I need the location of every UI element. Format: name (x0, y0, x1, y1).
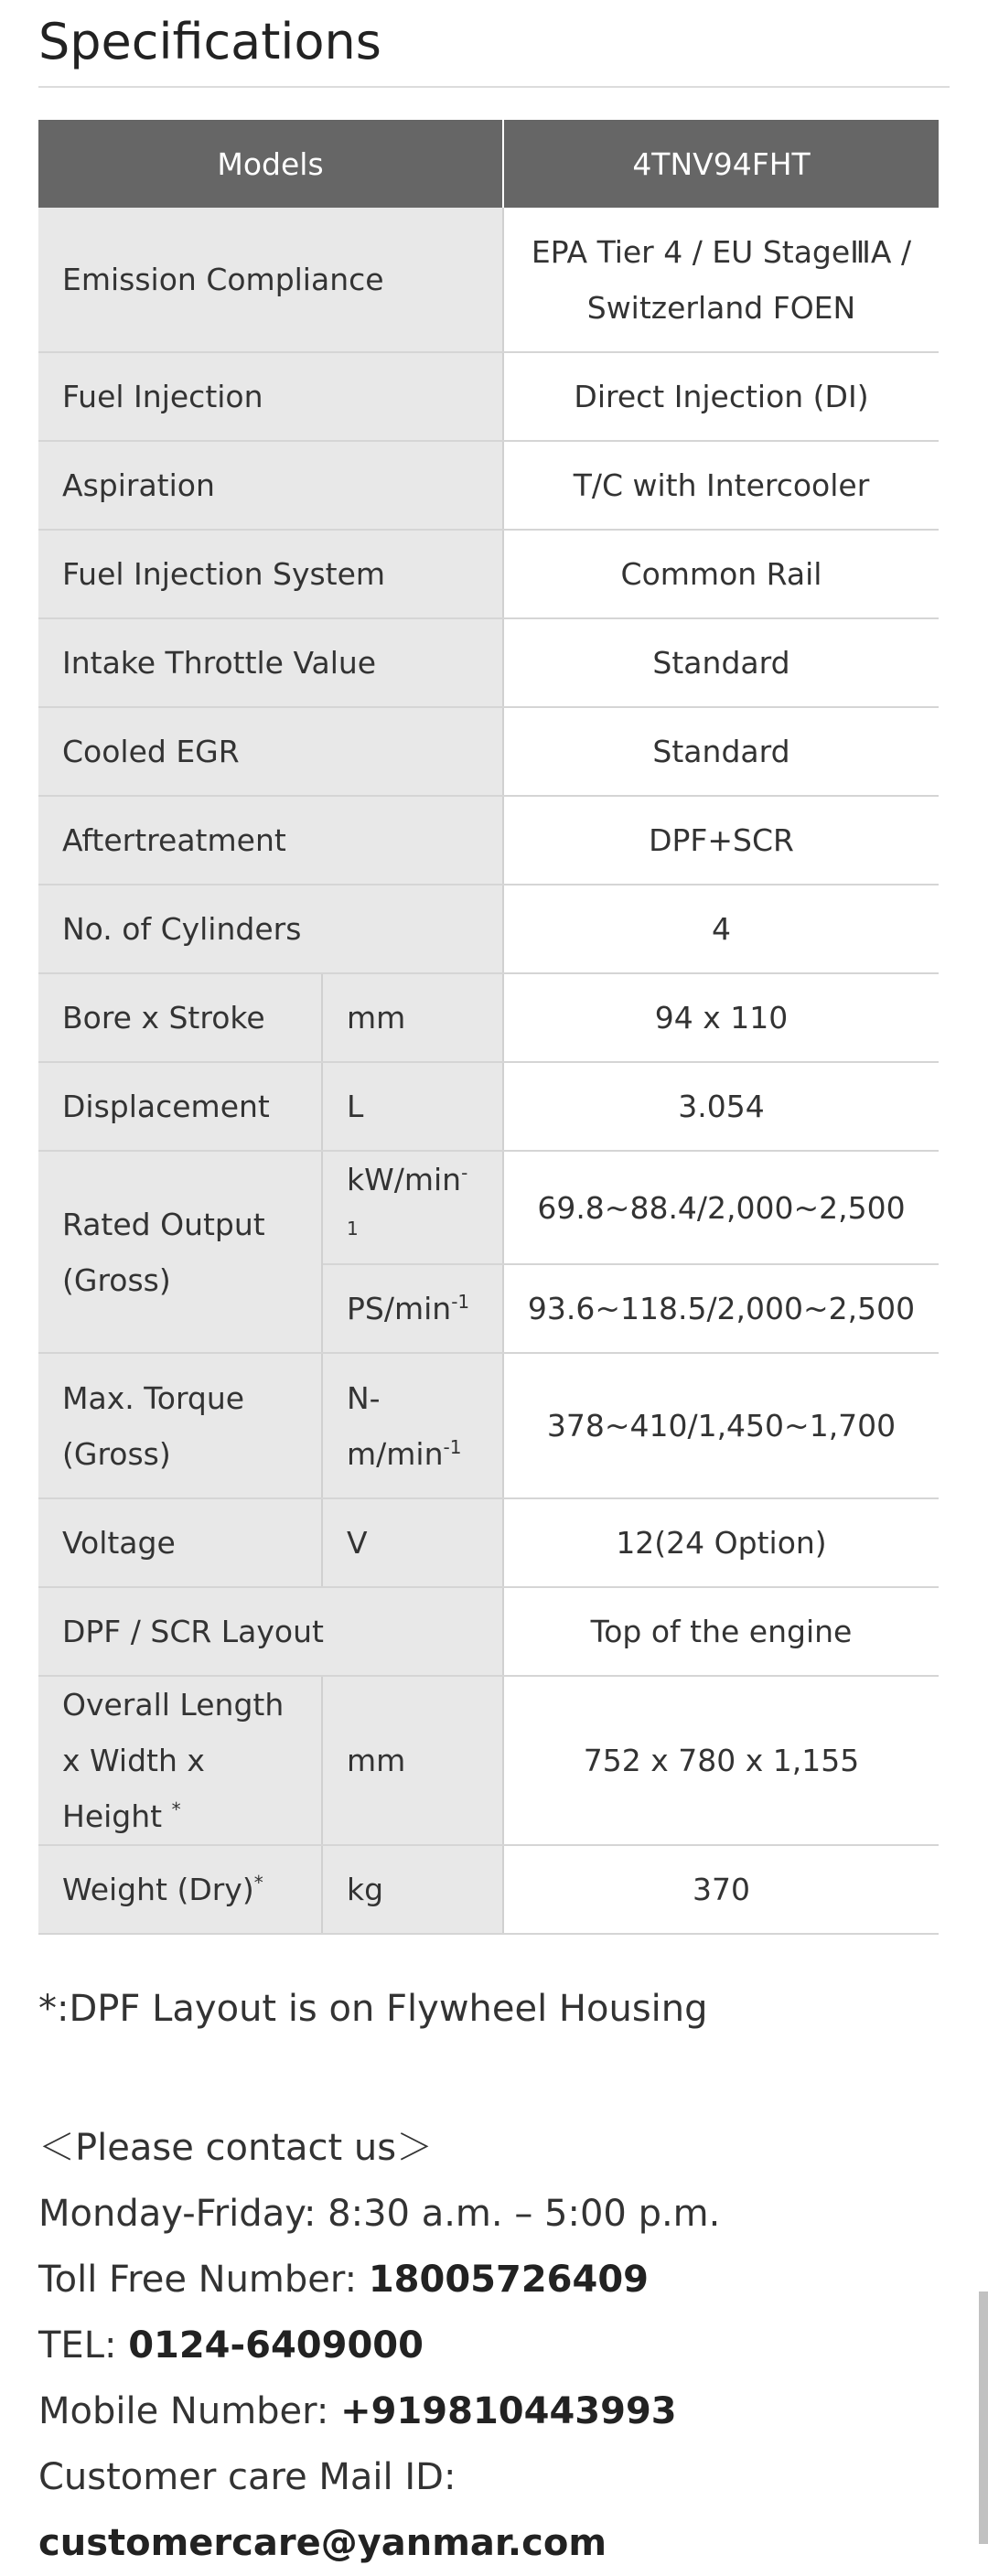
row-label: Rated Output (Gross) (38, 1151, 322, 1353)
contact-hours: Monday-Friday: 8:30 a.m. – 5:00 p.m. (38, 2193, 721, 2235)
row-unit: V (322, 1498, 503, 1587)
contact-heading: ＜Please contact us＞ (38, 2127, 434, 2169)
row-unit: $PS/\min^{-1}$ (322, 1264, 503, 1353)
tel-number[interactable]: 0124-6409000 (128, 2324, 424, 2367)
tel-label: TEL: (38, 2324, 129, 2367)
table-row (38, 973, 939, 1062)
toll-free-line (38, 2247, 988, 2313)
toll-free-number[interactable]: 18005726409 (368, 2259, 649, 2301)
row-value: Standard (503, 707, 939, 796)
row-value: Standard (503, 618, 939, 707)
row-label: Weight (Dry)* (38, 1845, 322, 1934)
scrollbar[interactable] (979, 2292, 988, 2544)
mail-label: Customer care Mail ID: (38, 2456, 456, 2498)
table-header-row (38, 120, 939, 208)
mobile-line (38, 2378, 988, 2444)
mail-line (38, 2444, 988, 2576)
row-value: 370 (503, 1845, 939, 1934)
table-row (38, 352, 939, 441)
table-row (38, 441, 939, 530)
row-label: Intake Throttle Value (38, 618, 503, 707)
table-row (38, 1845, 939, 1934)
spec-table (38, 120, 939, 1935)
toll-free-label: Toll Free Number: (38, 2259, 369, 2301)
row-value: DPF+SCR (503, 796, 939, 885)
table-row (38, 1151, 939, 1264)
row-label: Fuel Injection System (38, 530, 503, 618)
row-label: Aftertreatment (38, 796, 503, 885)
table-row (38, 1353, 939, 1498)
table-row (38, 1062, 939, 1151)
row-value: Top of the engine (503, 1587, 939, 1676)
row-label: Cooled EGR (38, 707, 503, 796)
row-value: 3.054 (503, 1062, 939, 1151)
model-name-header: 4TNV94FHT (503, 120, 939, 208)
row-value: T/C with Intercooler (503, 441, 939, 530)
row-value: 752 x 780 x 1,155 (503, 1676, 939, 1845)
table-row (38, 1587, 939, 1676)
table-row (38, 1498, 939, 1587)
footnote: *:DPF Layout is on Flywheel Housing (38, 1988, 708, 2030)
row-unit: $N-m/\min^{-1}$ (322, 1353, 503, 1498)
row-label: Emission Compliance (38, 208, 503, 352)
row-value: Common Rail (503, 530, 939, 618)
row-label: Displacement (38, 1062, 322, 1151)
models-header: Models (38, 120, 503, 208)
row-value: EPA Tier 4 / EU StageⅢA / Switzerland FOEN (503, 208, 939, 352)
table-row (38, 707, 939, 796)
mail-address[interactable]: customercare@yanmar.com (38, 2522, 607, 2564)
row-label: Fuel Injection (38, 352, 503, 441)
row-value: 378~410/1,450~1,700 (503, 1353, 939, 1498)
row-unit: mm (322, 1676, 503, 1845)
row-value: 93.6~118.5/2,000~2,500 (503, 1264, 939, 1353)
row-unit: $kW/\min^{-1}$ (322, 1151, 503, 1264)
row-label: Bore x Stroke (38, 973, 322, 1062)
tel-line (38, 2313, 988, 2378)
row-value: 12(24 Option) (503, 1498, 939, 1587)
table-row (38, 208, 939, 352)
row-value: 94 x 110 (503, 973, 939, 1062)
row-label: Voltage (38, 1498, 322, 1587)
row-label: Max. Torque (Gross) (38, 1353, 322, 1498)
mobile-label: Mobile Number: (38, 2390, 341, 2432)
row-value: Direct Injection (DI) (503, 352, 939, 441)
row-label: Aspiration (38, 441, 503, 530)
row-label: DPF / SCR Layout (38, 1587, 503, 1676)
row-label: No. of Cylinders (38, 885, 503, 973)
contact-block (38, 2115, 988, 2576)
row-label: Overall Length x Width x Height * (38, 1676, 322, 1845)
table-row (38, 885, 939, 973)
table-row (38, 1676, 939, 1845)
table-row (38, 796, 939, 885)
row-value: 69.8~88.4/2,000~2,500 (503, 1151, 939, 1264)
row-unit: kg (322, 1845, 503, 1934)
table-row (38, 618, 939, 707)
row-unit: L (322, 1062, 503, 1151)
row-value: 4 (503, 885, 939, 973)
page-title: Specifications (38, 5, 950, 88)
table-row (38, 530, 939, 618)
row-unit: mm (322, 973, 503, 1062)
mobile-number[interactable]: +919810443993 (340, 2390, 677, 2432)
